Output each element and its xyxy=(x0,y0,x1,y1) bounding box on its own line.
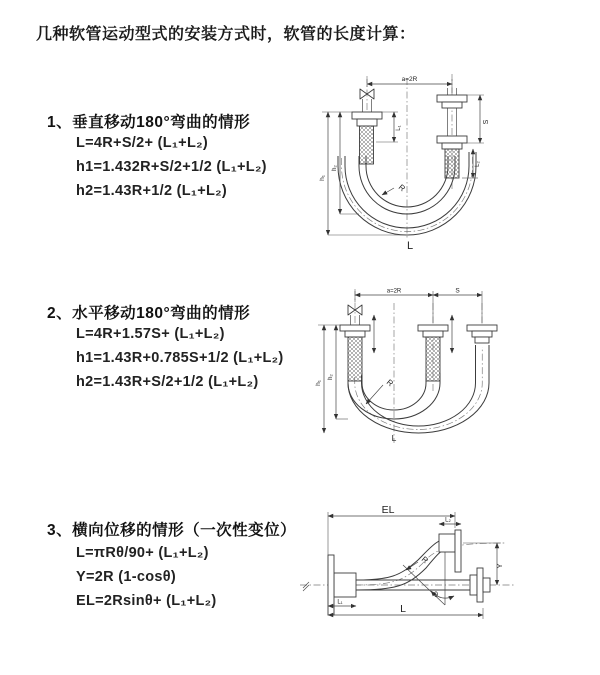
section-3-formula-L: L=πRθ/90+ (L₁+L₂) xyxy=(76,545,209,561)
right-pipe-assembly xyxy=(467,325,497,343)
dim-label-S: S xyxy=(455,287,460,295)
dim-label-L1: L₁ xyxy=(396,125,402,131)
dim-label-h1: h₁ xyxy=(315,380,322,386)
valve-icon xyxy=(348,305,355,315)
dim-label-a2R: a=2R xyxy=(386,288,402,295)
right-braided-hose xyxy=(445,149,459,178)
section-2-formula-h1: h1=1.43R+0.785S+1/2 (L₁+L₂) xyxy=(76,350,284,366)
upper-fitting xyxy=(439,530,461,572)
middle-pipe-assembly xyxy=(418,325,448,381)
dim-label-h2: h₂ xyxy=(332,165,338,171)
theta-label: θ xyxy=(433,590,439,599)
dim-label-S: S xyxy=(483,119,490,125)
section-3-formula-Y: Y=2R (1-cosθ) xyxy=(76,569,176,585)
section-2-formula-L: L=4R+1.57S+ (L₁+L₂) xyxy=(76,326,225,342)
radius-label: R xyxy=(384,377,395,389)
right-flange xyxy=(467,325,497,331)
upper-flange xyxy=(455,530,461,572)
dim-label-h2: h₂ xyxy=(328,374,334,380)
dim-label-Y: Y xyxy=(495,563,504,569)
diagram-horizontal-180-bend xyxy=(310,283,600,453)
diagram-vertical-180-bend xyxy=(310,68,600,263)
centerline-break-mark xyxy=(303,582,309,591)
right-flange xyxy=(477,568,483,602)
middle-braided-hose xyxy=(426,337,440,381)
dim-label-L2: L₂ xyxy=(445,517,451,524)
page-title: 几种软管运动型式的安装方式时，软管的长度计算： xyxy=(36,26,416,43)
length-label: L xyxy=(406,240,414,252)
section-1-formula-h2: h2=1.43R+1/2 (L₁+L₂) xyxy=(76,183,228,199)
section-2-formula-h2: h2=1.43R+S/2+1/2 (L₁+L₂) xyxy=(76,374,259,390)
left-braided-hose xyxy=(360,126,374,164)
radius-label: R xyxy=(396,182,407,194)
hose-u-curves xyxy=(348,345,489,433)
dim-label-EL: EL xyxy=(381,504,395,516)
centerlines xyxy=(355,289,482,443)
dimension-lines xyxy=(315,288,482,444)
length-label: L xyxy=(400,603,406,615)
section-2-heading: 2、水平移动180°弯曲的情形 xyxy=(47,305,251,322)
section-3-heading: 3、横向位移的情形（一次性变位） xyxy=(47,522,297,539)
right-lower-flange xyxy=(437,136,467,143)
dim-label-L2: L₂ xyxy=(475,161,481,167)
left-flange xyxy=(340,325,370,331)
left-flange xyxy=(352,112,382,119)
length-label: L xyxy=(391,433,397,443)
section-1-formula-h1: h1=1.432R+S/2+1/2 (L₁+L₂) xyxy=(76,159,267,175)
dim-label-h1: h₁ xyxy=(319,175,326,181)
section-1-heading: 1、垂直移动180°弯曲的情形 xyxy=(47,114,251,131)
dim-label-L1: L₁ xyxy=(337,599,343,606)
section-3-formula-EL: EL=2Rsinθ+ (L₁+L₂) xyxy=(76,593,217,609)
left-braided-hose xyxy=(348,337,362,381)
section-1-formula-L: L=4R+S/2+ (L₁+L₂) xyxy=(76,135,208,151)
dim-label-a2R: a=2R xyxy=(401,76,418,83)
s-curve-hose xyxy=(356,538,450,590)
radius-label: R xyxy=(419,554,430,566)
middle-flange xyxy=(418,325,448,331)
right-upper-flange xyxy=(437,95,467,102)
diagram-lateral-displacement xyxy=(300,498,600,643)
valve-icon xyxy=(360,89,367,99)
